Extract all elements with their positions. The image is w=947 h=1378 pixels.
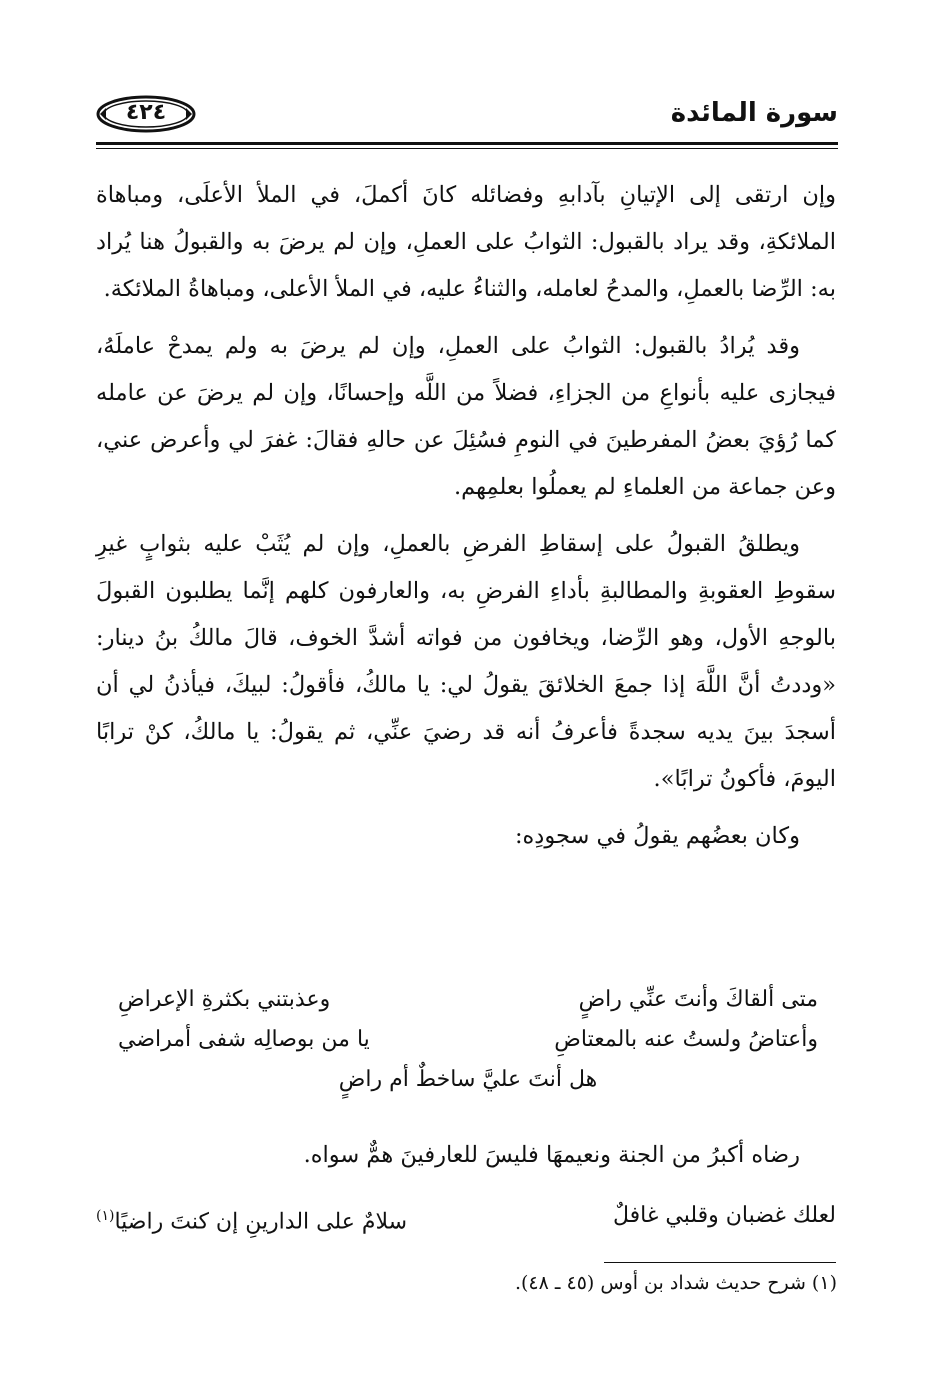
poem-line bbox=[118, 1020, 818, 1060]
poem bbox=[118, 980, 818, 1100]
poem-hemistich: لعلك غضبان وقلبي غافلٌ bbox=[613, 1203, 836, 1228]
poem-hemistich bbox=[96, 1196, 407, 1242]
paragraph-after-poem: رضاه أكبرُ من الجنة ونعيمهَا فليسَ للعارفينَ همٌّ سواه. bbox=[303, 1142, 800, 1168]
surah-title: سورة المائدة bbox=[670, 98, 838, 128]
footnote-rule bbox=[604, 1262, 836, 1263]
paragraph-3: ويطلقُ القبولُ على إسقاطِ الفرضِ بالعملِ، وإن لم يُثَبْ عليه بثوابٍ غيرِ سقوطِ العقوبةِ والمطالبةِ بأداءِ الفرضِ به، والعارفون كلهم إنَّما يطلبون القبولَ بالوجهِ الأول، وهو الرِّضا، ويخافون من فواته أشدَّ الخوف، قالَ مالكُ بنُ دينار: «وددتُ أنَّ اللَّهَ إذا جمعَ الخلائقَ يقولُ لي: يا مالكُ، فأقولُ: لبيكَ، فيأذنُ لي أن أسجدَ بينَ يديه سجدةً فأعرفُ أنه قد رضيَ عنِّي، ثم يقولُ: يا مالكُ، كنْ ترابًا اليومَ، فأكونُ ترابًا». bbox=[96, 531, 836, 792]
paragraph-1: وإن ارتقى إلى الإتيانِ بآدابهِ وفضائله كانَ أكملَ، في الملأ الأعلَى، ومباهاة الملائكةِ، وقد يراد بالقبول: الثوابُ على العملِ، وإن لم يرضَ به والقبولُ هنا يُراد به: الرِّضا بالعملِ، والمدحُ لعامله، والثناءُ عليه، في الملأ الأعلى، ومباهاةُ الملائكة. bbox=[96, 182, 836, 302]
poem-hemistich: متى ألقاكَ وأنتَ عنِّي راضٍ bbox=[578, 987, 818, 1012]
header-rule-thick bbox=[96, 142, 838, 145]
poem-line bbox=[118, 980, 818, 1020]
poem-hemistich: وعذبتني بكثرةِ الإعراضِ bbox=[118, 987, 331, 1012]
header-rule-thin bbox=[96, 148, 838, 149]
paragraph-2: وقد يُرادُ بالقبول: الثوابُ على العملِ، وإن لم يرضَ به ولم يمدحْ عاملَهُ، فيجازى عليه بأنواعِ من الجزاءِ، فضلاً من اللَّه وإحسانًا، وإن لم يرضَ عن عامله كما رُؤيَ بعضُ المفرطينَ في النومِ فسُئِلَ عن حالهِ فقالَ: غفرَ لي وأعرض عني، وعن جماعة من العلماءِ لم يعملُوا بعلمِهم. bbox=[96, 333, 836, 500]
poem-closing-line: هل أنتَ عليَّ ساخطٌ أم راضٍ bbox=[338, 1067, 598, 1092]
poem-line bbox=[96, 1196, 836, 1242]
page-number-badge bbox=[96, 94, 196, 134]
footnote-marker[interactable]: (١) bbox=[96, 1208, 115, 1224]
paragraph-4: وكان بعضُهم يقولُ في سجودِه: bbox=[514, 823, 800, 849]
page-header bbox=[96, 88, 838, 148]
poem-hemistich: وأعتاضُ ولستُ عنه بالمعتاضِ bbox=[554, 1027, 818, 1052]
footnote: (١) شرح حديث شداد بن أوس (٤٥ ـ ٤٨). bbox=[514, 1272, 837, 1294]
page-number: ٤٢٤ bbox=[125, 100, 167, 125]
poem-hemistich-text: سلامٌ على الدارينِ إن كنتَ راضيًا bbox=[114, 1209, 408, 1235]
main-text bbox=[96, 172, 836, 870]
final-verse bbox=[96, 1196, 836, 1242]
poem-hemistich: يا من بوصالِه شفى أمراضي bbox=[118, 1027, 370, 1052]
after-poem-text bbox=[96, 1132, 836, 1189]
